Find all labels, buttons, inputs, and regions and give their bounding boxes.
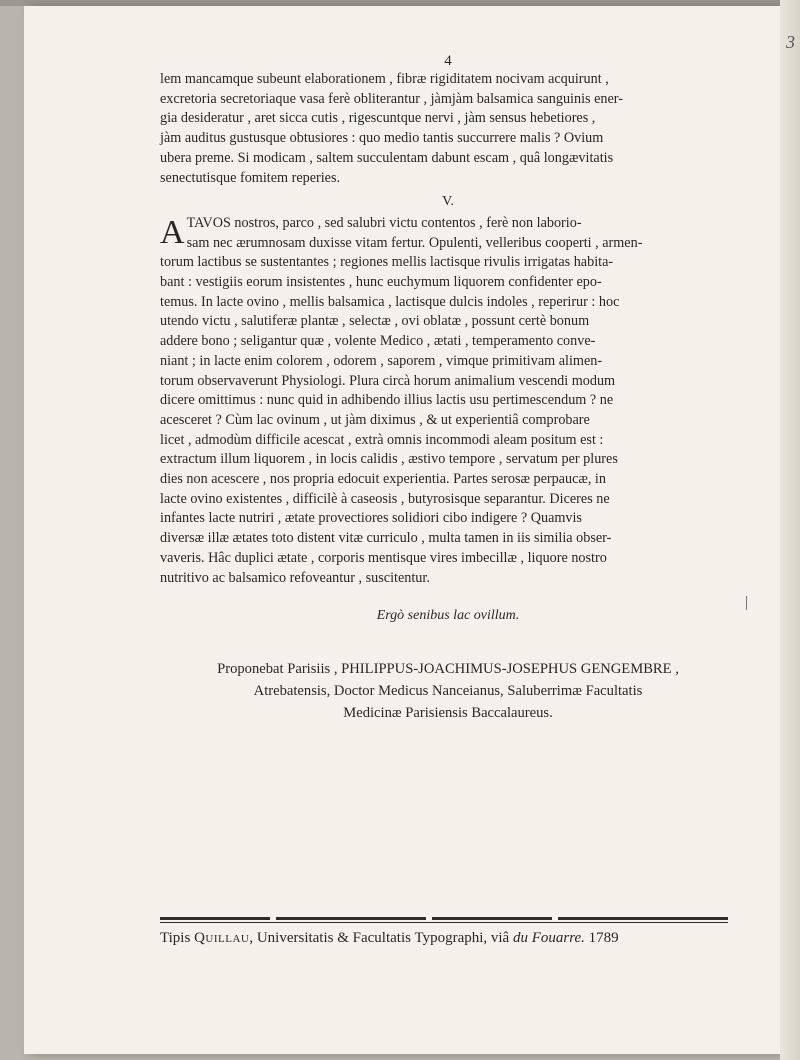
- rule-segment: [160, 917, 270, 920]
- proponent-line: Atrebatensis, Doctor Medicus Nanceianus, Saluberrimæ Facultatis: [253, 682, 643, 699]
- imprint-street: du Fouarre.: [512, 930, 585, 946]
- intro-paragraph: [160, 70, 736, 188]
- text-line: senectutisque fomitem reperies.: [160, 169, 341, 186]
- proponent-line: Proponebat Parisiis , PHILIPPUS-JOACHIMUS-JOSEPHUS GENGEMBRE ,: [217, 660, 679, 677]
- text-line: diversæ illæ ætates toto distent vitæ curriculo , multa tamen in iis similia obser-: [160, 530, 612, 547]
- rule-segment: [432, 917, 552, 920]
- imprint-year: 1789: [588, 930, 619, 946]
- rule-thin-line: [160, 922, 728, 923]
- text-line: infantes lacte nutriri , ætate provectiores solidiori cibo indigere ? Quamvis: [160, 510, 582, 527]
- text-line: torum lactibus se sustentantes ; regiones mellis lactisque rivulis irrigatas habita-: [160, 254, 614, 271]
- imprint-prefix: Tipis: [160, 930, 191, 946]
- text-line: lacte ovino existentes , difficilè à caseosis , butyrosisque separantur. Diceres ne: [160, 490, 610, 507]
- text-line: excretoria secretoriaque vasa ferè obliterantur , jàmjàm balsamica sanguinis ener-: [160, 90, 623, 107]
- text-line: sam nec ærumnosam duxisse vitam fertur. Opulenti, velleribus cooperti , armen-: [186, 234, 643, 251]
- text-line: lem mancamque subeunt elaborationem , fibræ rigiditatem nocivam acquirunt ,: [160, 71, 609, 87]
- text-line: jàm auditus gustusque obtusiores : quo medio tantis succurrere malis ? Ovium: [160, 130, 604, 147]
- text-line: temus. In lacte ovino , mellis balsamica , lactisque dulcis indoles , reperirur : hoc: [160, 293, 620, 310]
- text-line: acesceret ? Cùm lac ovinum , ut jàm diximus , & ut experientiâ comprobare: [160, 411, 590, 428]
- text-line: extractum illum liquorem , in locis calidis , æstivo tempore , servatum per plures: [160, 451, 618, 468]
- text-line: gia desideratur , aret sicca cutis , rigescuntque nervi , jàm sensus hebetiores ,: [160, 110, 596, 127]
- drop-cap: A: [160, 213, 185, 251]
- page-number: 4: [444, 53, 452, 69]
- text-line: niant ; in lacte enim colorem , odorem , saporem , vimque primitivam alimen-: [160, 352, 603, 369]
- text-line: torum observaverunt Physiologi. Plura circà horum animalium vescendi modum: [160, 372, 616, 389]
- conclusion-line: Ergò senibus lac ovillum.: [376, 608, 520, 624]
- proponent-line: Medicinæ Parisiensis Baccalaureus.: [343, 704, 553, 721]
- proponent-block: [160, 658, 736, 724]
- text-line: dicere omittimus : nunc quid in adhibendo illius lactis usu pertimescendum ? ne: [160, 392, 614, 409]
- section-paragraph: [160, 214, 736, 588]
- text-line: dies non acescere , nos propria edocuit experientia. Partes serosæ perpaucæ, in: [160, 471, 606, 488]
- rule-segment: [558, 917, 728, 920]
- text-line: utendo victu , salutiferæ plantæ , selectæ , ovi oblatæ , possunt certè bonum: [160, 313, 590, 330]
- text-line: ubera preme. Si modicam , saltem succulentam dabunt escam , quâ longævitatis: [160, 149, 614, 166]
- text-line: nutritivo ac balsamico refoveantur , suscitentur.: [160, 569, 430, 586]
- right-page-edge: [780, 0, 800, 1060]
- page-text-block: [160, 54, 736, 724]
- margin-mark: [746, 596, 747, 610]
- imprint-middle: , Universitatis & Facultatis Typographi, viâ: [249, 930, 510, 946]
- corner-page-mark: 3: [786, 32, 795, 52]
- text-line: licet , admodùm difficile acescat , extrà omnis incommodi aleam positum est :: [160, 431, 604, 448]
- section-heading: V.: [442, 194, 454, 210]
- rule-segment: [276, 917, 426, 920]
- printer-imprint: [160, 930, 736, 947]
- text-line: addere bono ; seligantur quæ , volente Medico , ætati , temperamento conve-: [160, 333, 596, 350]
- text-line: bant : vestigiis eorum insistentes , hunc euchymum liquorem confidenter epo-: [160, 274, 602, 291]
- footer-rule: [160, 917, 728, 925]
- text-line: vaveris. Hâc duplici ætate , corporis mentisque vires imbecillæ , liquore nostro: [160, 549, 607, 566]
- imprint-printer: Quillau: [194, 930, 250, 946]
- text-line: TAVOS nostros, parco , sed salubri victu contentos , ferè non laborio-: [186, 214, 582, 231]
